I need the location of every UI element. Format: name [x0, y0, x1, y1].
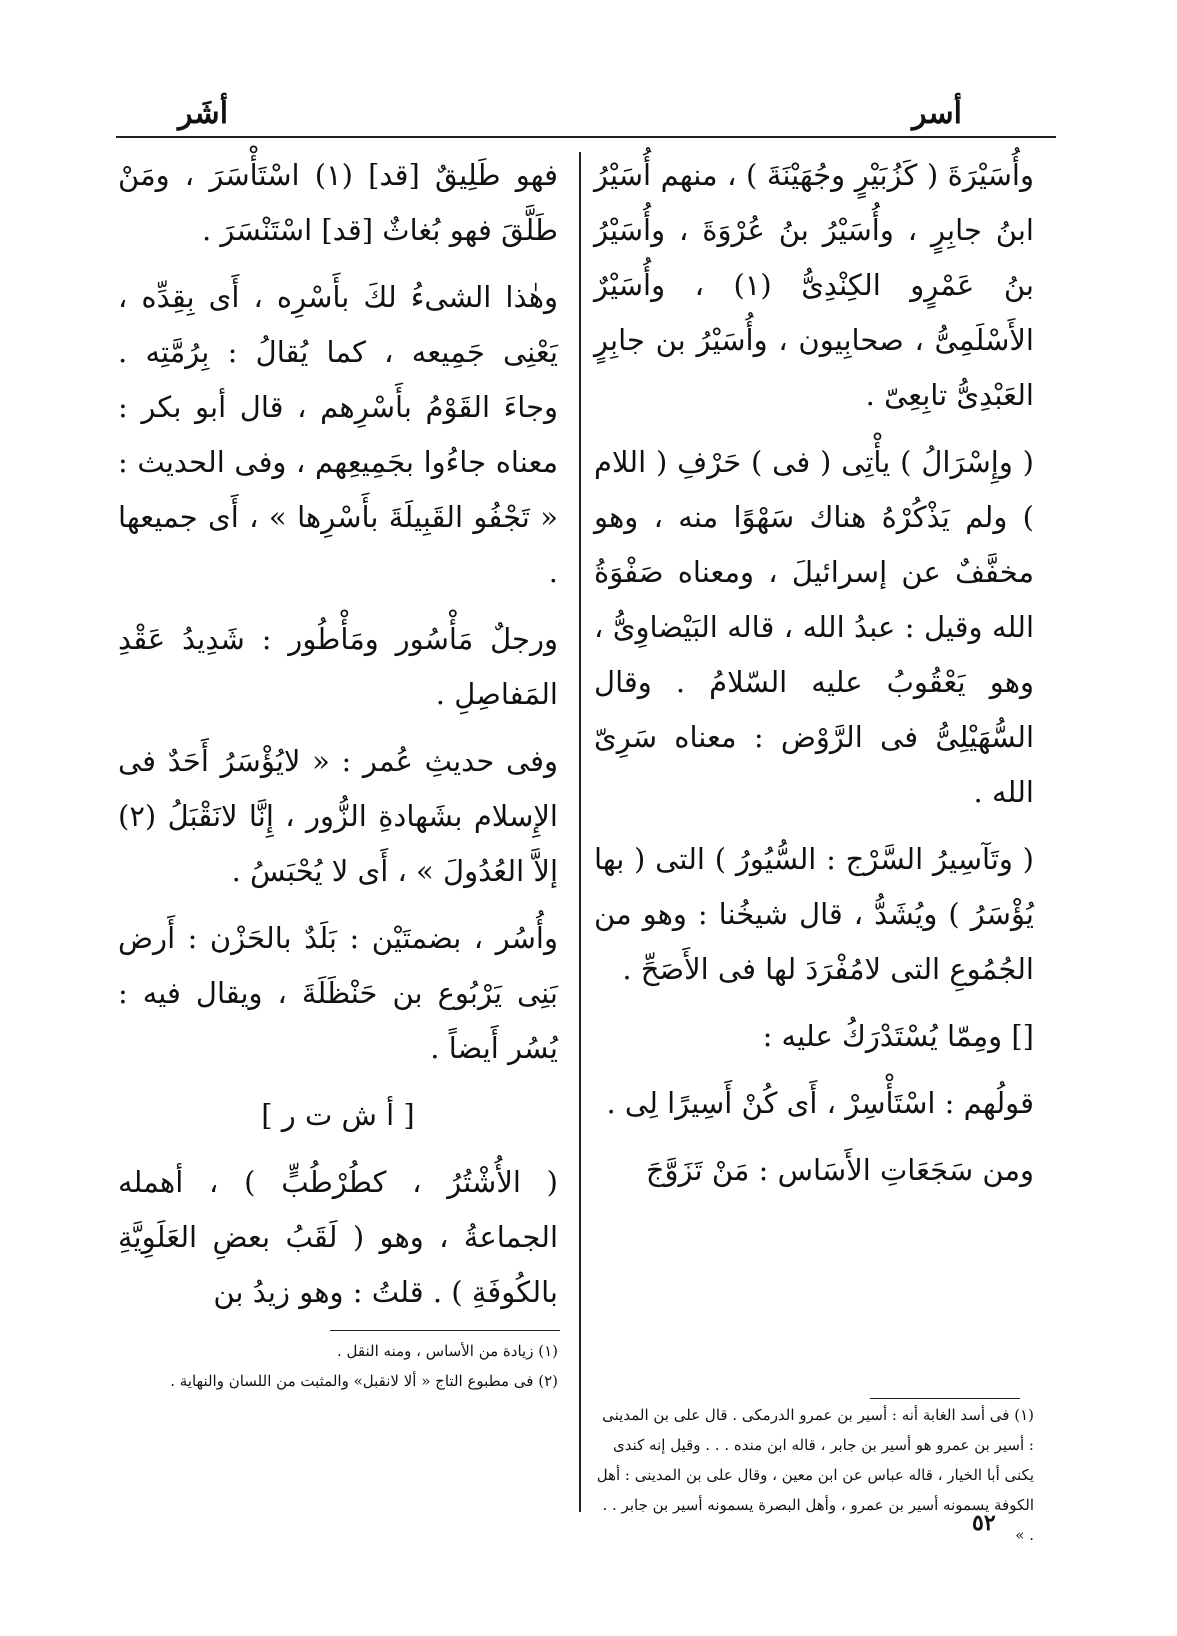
page-header-right-word: أسر	[911, 96, 962, 131]
footnote: (١) زيادة من الأساس ، ومنه النقل .	[337, 1342, 558, 1360]
entry-paragraph: قولُهم : اسْتَأْسِرْ ، أَى كُنْ أَسِيرًا لِى .	[606, 1086, 1034, 1120]
entry-paragraph: وأُسَيْرَةَ ( كَزُبَيْرٍ وجُهَيْنَةَ ) ، منهم أُسَيْرُ ابنُ جابِرٍ ، وأُسَيْرُ بنُ عُرْوَةَ ، وأُسَيْرُ بنُ عَمْرٍو الكِنْدِىُّ (١) ، وأُسَيْرٌ الأَسْلَمِىُّ ، صحابِيون ، وأُسَيْرُ بن جابِرٍ العَبْدِىُّ تابِعِىّ .	[594, 158, 1034, 412]
left-footnotes	[118, 1336, 558, 1396]
entry-paragraph: ( وتَآسِيرُ السَّرْج : السُّيُورُ ) التى ( بها يُؤْسَرُ ) ويُشَدُّ ، قال شيخُنا : وهو من الجُمُوعِ التى لامُفْرَدَ لها فى الأَصَحِّ .	[594, 842, 1034, 986]
page-number: ٥٢	[972, 1510, 996, 1536]
footnote: (٢) فى مطبوع التاج « ألا لانقبل» والمثبت من اللسان والنهاية .	[170, 1372, 558, 1390]
header-rule	[116, 136, 1056, 138]
entry-heading: [ أ ش ت ر ]	[261, 1098, 415, 1132]
entry-paragraph: ( وإِسْرَالُ ) يأْتِى ( فى ) حَرْفِ ( اللام ) ولم يَذْكُرْهُ هناك سَهْوًا منه ، وهو مخفَّفٌ عن إسرائيلَ ، ومعناه صَفْوَةُ الله وقيل : عبدُ الله ، قاله البَيْضاوِىُّ ، وهو يَعْقُوبُ عليه السّلامُ . وقال السُّهَيْلِىُّ فى الرَّوْض : معناه سَرِىّ الله .	[594, 445, 1034, 809]
entry-paragraph: ورجلٌ مَأْسُور ومَأْطُور : شَدِيدُ عَقْدِ المَفاصِلِ .	[118, 622, 558, 711]
footnote-rule	[870, 1398, 1020, 1399]
right-footnotes	[594, 1400, 1034, 1550]
column-divider	[579, 152, 581, 1512]
entry-paragraph: ومن سَجَعَاتِ الأَسَاس : مَنْ تَزَوَّجَ	[645, 1153, 1034, 1187]
entry-paragraph: [] ومِمّا يُسْتَدْرَكُ عليه :	[762, 1019, 1034, 1053]
entry-paragraph: ( الأُشْتُرُ ، كطُرْطُبٍّ ) ، أهمله الجماعةُ ، وهو ( لَقَبُ بعضِ العَلَوِيَّةِ بالكُوفَةِ ) . قلتُ : وهو زيدُ بن	[118, 1165, 558, 1309]
entry-paragraph: وأُسُر ، بضمتَيْن : بَلَدٌ بالحَزْن : أَرض بَنِى يَرْبُوع بن حَنْظَلَةَ ، ويقال فيه : يُسُر أَيضاً .	[118, 921, 558, 1065]
right-column	[594, 148, 1034, 1210]
entry-paragraph: وفى حديثِ عُمر : « لايُؤْسَرُ أَحَدٌ فى الإِسلام بشَهادةِ الزُّور ، إِنَّا لانَقْبَلُ (٢) إلاَّ العُدُولَ » ، أَى لا يُحْبَسُ .	[118, 744, 558, 888]
entry-paragraph: وهٰذا الشىءُ لكَ بأَسْرِه ، أَى بِقِدِّه ، يَعْنِى جَمِيعه ، كما يُقالُ : بِرُمَّتِه . وجاءَ القَوْمُ بأَسْرِهم ، قال أبو بكر : معناه جاءُوا بجَمِيعِهم ، وفى الحديث : « تَجْفُو القَبِيلَةَ بأَسْرِها » ، أَى جميعها .	[118, 280, 558, 589]
left-column	[118, 148, 558, 1332]
footnote: (١) فى أسد الغابة أنه : أسير بن عمرو الدرمكى . قال على بن المدينى : أسير بن عمرو هو أسير بن جابر ، قاله ابن منده . . . وقيل إنه كندى يكنى أبا الخيار ، قاله عباس عن ابن معين ، وقال على بن المدينى : أهل الكوفة يسمونه أسير بن عمرو ، وأهل البصرة يسمونه أسير بن جابر . . . »	[596, 1406, 1034, 1544]
entry-paragraph: فهو طَلِيقٌ [قد] (١) اسْتَأْسَرَ ، ومَنْ طَلَّقَ فهو بُغاثٌ [قد] اسْتَنْسَرَ .	[118, 158, 558, 247]
footnote-rule	[330, 1330, 560, 1331]
page-header-left-word: أشَر	[178, 96, 229, 131]
